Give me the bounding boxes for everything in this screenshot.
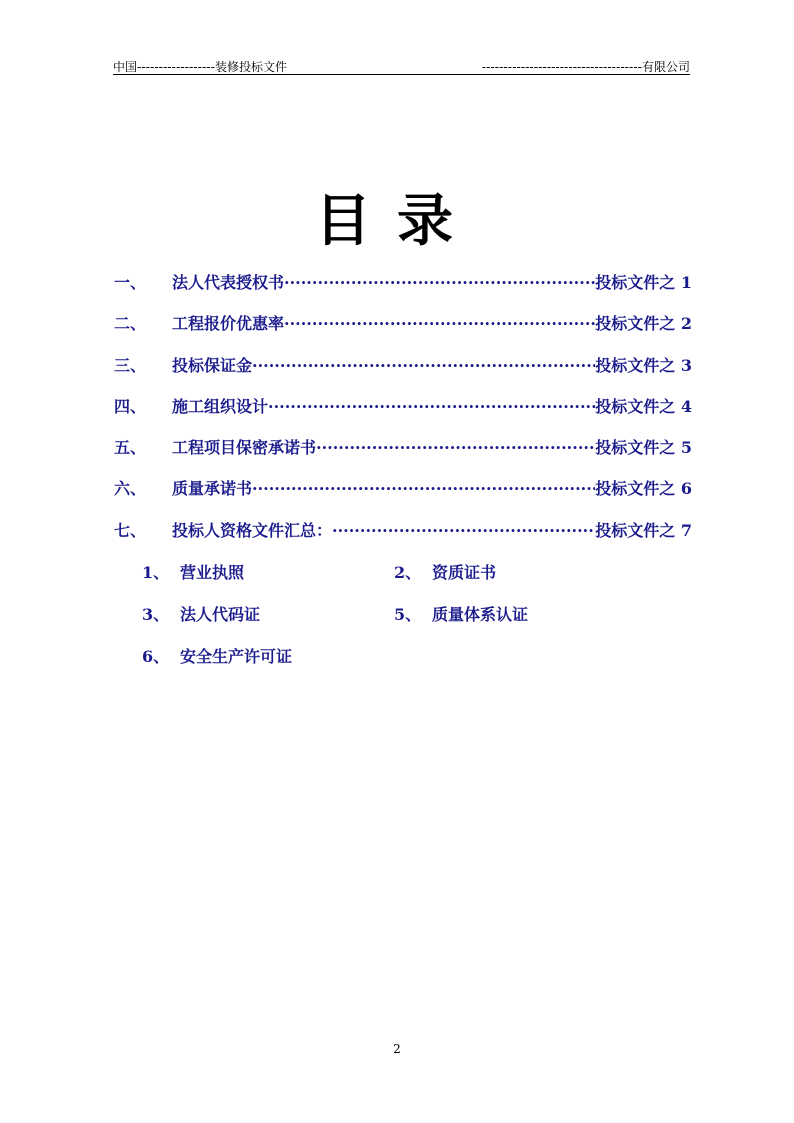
- toc-entry-number: 五、: [114, 438, 147, 458]
- toc-entry-page: 投标文件之 7: [595, 520, 692, 540]
- toc-entry-title: 投标保证金: [172, 355, 253, 375]
- toc-entry-title: 法人代表授权书: [172, 273, 285, 292]
- sub-item-number: 1、: [142, 563, 170, 582]
- toc-entry-7[interactable]: [114, 518, 692, 559]
- toc-entry-3[interactable]: [114, 353, 692, 394]
- toc-leader-dots: [332, 518, 595, 544]
- toc-entry-page: 投标文件之 2: [595, 314, 692, 334]
- toc-entry-number: 一、: [114, 273, 147, 292]
- toc-entry-title: 投标人资格文件汇总：: [172, 520, 333, 540]
- toc-leader-dots: [268, 394, 595, 420]
- sub-item-quality-system-certification[interactable]: [394, 602, 528, 628]
- page-header: [113, 57, 690, 75]
- toc-entry-title: 施工组织设计: [172, 396, 269, 416]
- table-of-contents: [114, 270, 692, 559]
- sub-item-number: 2、: [394, 563, 422, 582]
- toc-entry-6[interactable]: [114, 476, 692, 517]
- sub-item-safety-production-license[interactable]: [142, 644, 292, 670]
- sub-item-title: 法人代码证: [180, 605, 261, 624]
- toc-leader-dots: [252, 353, 595, 379]
- toc-leader-dots: [316, 435, 595, 461]
- toc-entry-5[interactable]: [114, 435, 692, 476]
- toc-entry-4[interactable]: [114, 394, 692, 435]
- header-left-text: 中国------------------装修投标文件: [113, 60, 287, 74]
- sub-item-number: 3、: [142, 605, 170, 624]
- toc-entry-number: 四、: [114, 396, 147, 416]
- header-right-text: -------------------------------------有限公司: [481, 60, 690, 74]
- toc-leader-dots: [284, 311, 595, 337]
- toc-entry-2[interactable]: [114, 311, 692, 352]
- sub-item-number: 6、: [142, 647, 170, 666]
- toc-entry-number: 二、: [114, 314, 147, 334]
- toc-entry-number: 三、: [114, 355, 147, 375]
- toc-entry-page: 投标文件之 5: [595, 438, 692, 458]
- sub-item-number: 5、: [394, 605, 422, 624]
- sub-item-title: 质量体系认证: [432, 605, 529, 624]
- toc-entry-page: 投标文件之 3: [595, 355, 692, 375]
- toc-entry-title: 工程报价优惠率: [172, 314, 285, 334]
- toc-entry-1[interactable]: [114, 270, 692, 311]
- sub-item-qualification-certificate[interactable]: [394, 560, 496, 586]
- toc-entry-title: 质量承诺书: [172, 479, 253, 499]
- sub-item-business-license[interactable]: [142, 560, 244, 586]
- toc-leader-dots: [252, 476, 595, 502]
- toc-leader-dots: [284, 270, 595, 296]
- sub-item-legal-code-certificate[interactable]: [142, 602, 260, 628]
- toc-entry-page: 投标文件之 4: [595, 396, 692, 416]
- sub-item-title: 安全生产许可证: [180, 647, 293, 666]
- toc-entry-number: 六、: [114, 479, 147, 499]
- toc-entry-page: 投标文件之 6: [595, 479, 692, 499]
- sub-item-title: 资质证书: [432, 563, 497, 582]
- toc-entry-title: 工程项目保密承诺书: [172, 438, 317, 458]
- toc-entry-page: 投标文件之 1: [595, 273, 692, 292]
- sub-item-title: 营业执照: [180, 563, 245, 582]
- page-number: 2: [393, 1042, 401, 1056]
- toc-entry-number: 七、: [114, 520, 147, 540]
- page-title: 目录: [315, 188, 479, 254]
